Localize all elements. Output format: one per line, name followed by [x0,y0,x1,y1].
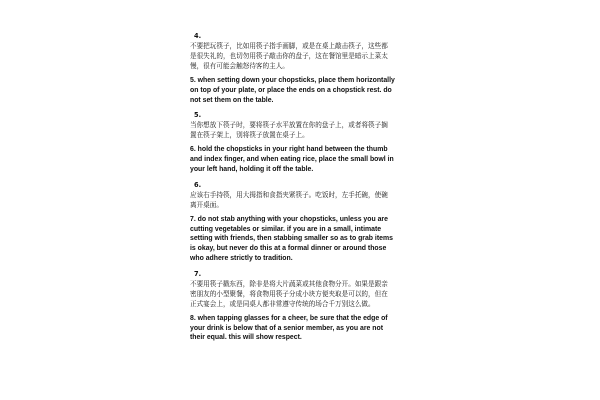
english-paragraph: 7. do not stab anything with your chopsticks, unless you are cutting vegetables or similar. if you are in a small, intimate setting with friends, then stabbing smaller so as to grab items is okay, but never do this at a formal dinner or around those who adhere strictly to tradition. [190,215,393,262]
chinese-paragraph: 当你想放下筷子时，要将筷子水平放置在你的盘子上，或者将筷子搁 置在筷子架上，别将筷子放置在桌子上。 [190,121,388,140]
section-4-chinese [190,32,412,71]
section-7-english [190,215,412,264]
section-6-chinese [190,181,412,210]
english-paragraph: 5. when setting down your chopsticks, place them horizontally on top of your plate, or place the ends on a chopstick rest. do not set them on the table. [190,77,395,104]
section-5-chinese [190,111,412,140]
section-number: 6. [194,180,202,189]
section-5-english [190,76,412,105]
document-page [190,32,412,349]
chinese-paragraph: 不要用筷子戳东西，除非是将大片蔬菜或其他食物分开。如果是跟亲 密朋友的小型聚餐，将食物用筷子分成小块方便夹取是可以的，但在 正式宴会上，或是同桌人都非常遵守传统的场合千万别这么做。 [190,279,388,308]
section-6-english [190,145,412,174]
english-paragraph: 6. hold the chopsticks in your right hand between the thumb and index finger, and when eating rice, place the small bowl in your left hand, holding it off the table. [190,146,394,173]
chinese-paragraph: 不要把玩筷子，比如用筷子指手画脚，或是在桌上敲击筷子，这些都 是很失礼的，也切勿用筷子敲击你的盘子，这在餐馆里是暗示上菜太 慢，很有可能会触怒待客的主人。 [190,42,388,70]
section-8-english [190,314,412,343]
english-paragraph: 8. when tapping glasses for a cheer, be sure that the edge of your drink is below that of a senior member, as you are not their equal. this will show respect. [190,314,388,342]
section-number: 5. [194,111,202,120]
section-number: 4. [194,32,202,40]
chinese-paragraph: 应该右手持筷，用大拇指和食指夹紧筷子。吃饭时，左手托碗，使碗 离开桌面。 [190,190,388,209]
section-number: 7. [194,269,202,278]
section-7-chinese [190,270,412,309]
